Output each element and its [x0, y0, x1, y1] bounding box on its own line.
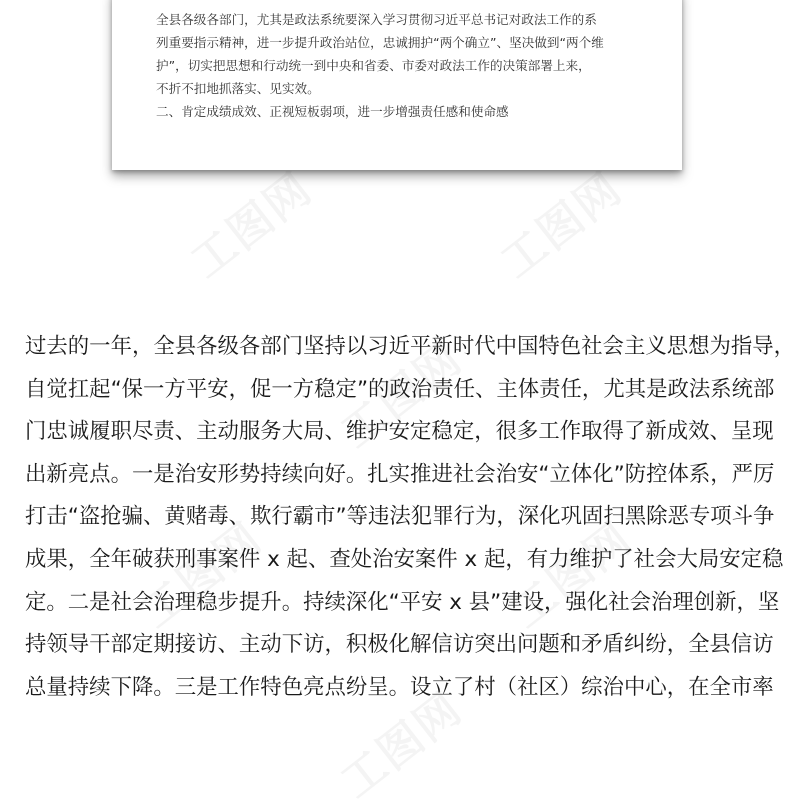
article-body	[25, 326, 796, 709]
body-line: 总量持续下降。三是工作特色亮点纷呈。设立了村（社区）综治中心，在全市率	[25, 674, 774, 700]
card-line: 列重要指示精神，进一步提升政治站位，忠诚拥护“两个确立”、坚决做到“两个维	[156, 35, 604, 50]
body-line: 自觉扛起“保一方平安，促一方稳定”的政治责任、主体责任，尤其是政法系统部	[25, 376, 775, 402]
body-line: 成果，全年破获刑事案件 x 起、查处治安案件 x 起，有力维护了社会大局安定稳	[25, 546, 784, 572]
document-preview-card	[112, 0, 682, 170]
card-line: 护”，切实把思想和行动统一到中央和省委、市委对政法工作的决策部署上来，	[156, 58, 591, 73]
body-line: 出新亮点。一是治安形势持续向好。扎实推进社会治安“立体化”防控体系，严厉	[25, 461, 775, 487]
body-line: 定。二是社会治理稳步提升。持续深化“平安 x 县”建设，强化社会治理创新，坚	[25, 589, 780, 615]
body-line: 持领导干部定期接访、主动下访，积极化解信访突出问题和矛盾纠纷，全县信访	[25, 632, 774, 658]
card-line: 不折不扣地抓落实、见实效。	[156, 81, 320, 96]
body-line: 门忠诚履职尽责、主动服务大局、维护安定稳定，很多工作取得了新成效、呈现	[25, 419, 774, 445]
card-section-heading: 二、肯定成绩成效、正视短板弱项，进一步增强责任感和使命感	[156, 104, 509, 119]
document-preview-text	[156, 8, 656, 123]
watermark	[175, 154, 323, 289]
body-line: 过去的一年，全县各级各部门坚持以习近平新时代中国特色社会主义思想为指导，	[25, 334, 796, 359]
card-line: 全县各级各部门，尤其是政法系统要深入学习贯彻习近平总书记对政法工作的系	[156, 12, 597, 27]
watermark	[485, 154, 633, 289]
body-line: 打击“盗抢骗、黄赌毒、欺行霸市”等违法犯罪行为，深化巩固扫黑除恶专项斗争	[25, 504, 775, 530]
